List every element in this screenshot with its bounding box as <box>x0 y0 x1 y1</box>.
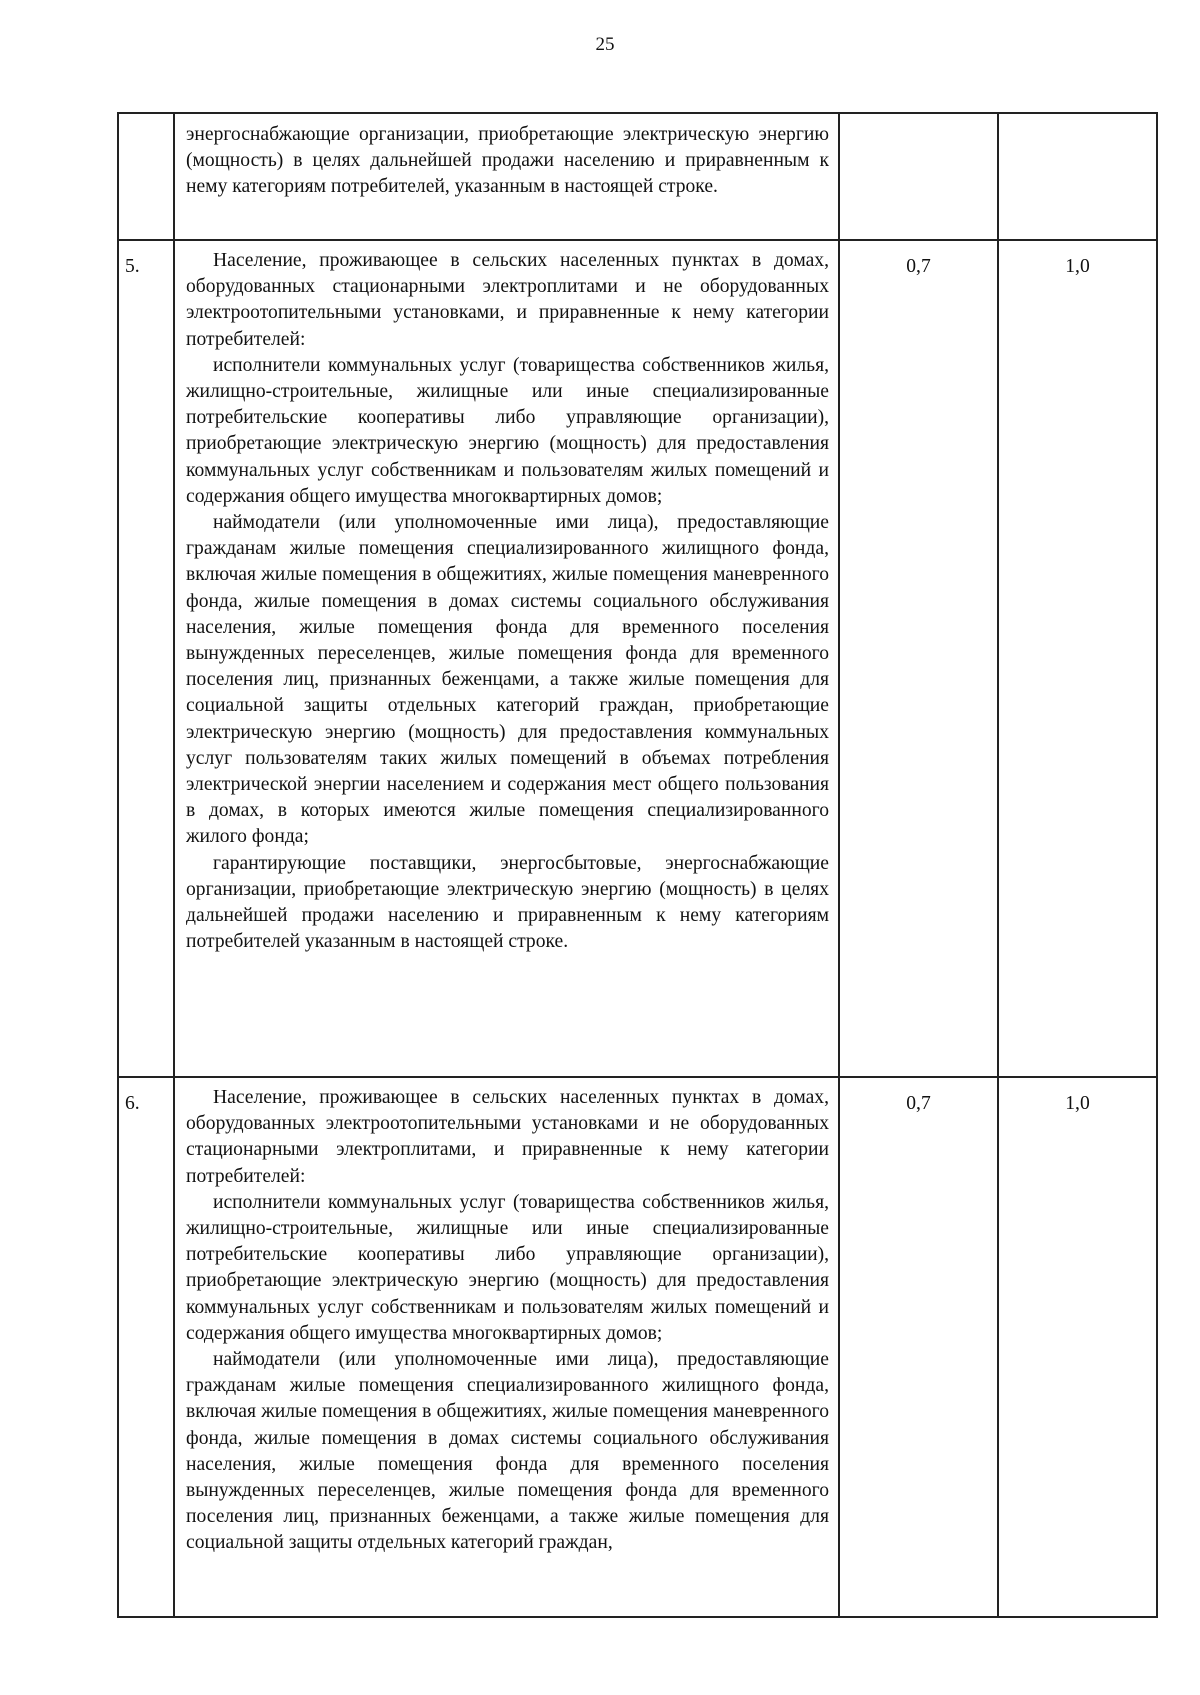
row-description <box>174 1077 839 1617</box>
page-number: 25 <box>595 34 615 55</box>
table-row <box>118 113 1157 240</box>
row-paragraph: гарантирующие поставщики, энергосбытовые, энергоснабжающие организации, приобретающие электрическую энергию (мощность) в целях дальнейшей продажи населению и приравненным к нему категориям потребителей указанным в настоящей строке. <box>186 852 829 953</box>
table-row <box>118 240 1157 1077</box>
row-paragraph: наймодатели (или уполномоченные ими лица), предоставляющие гражданам жилые помещения специализированного жилищного фонда, включая жилые помещения в общежитиях, жилые помещения маневренного фонда, жилые помещения в домах системы социального обслуживания населения, жилые помещения фонда для временного поселения вынужденных переселенцев, жилые помещения фонда для временного поселения лиц, признанных беженцами, а также жилые помещения для социальной защиты отдельных категорий граждан, приобретающие электрическую энергию (мощность) для предоставления коммунальных услуг пользователям таких жилых помещений в объемах потребления электрической энергии населением и содержания мест общего пользования в домах, в которых имеются жилые помещения специализированного жилого фонда; <box>186 512 829 848</box>
row-paragraph: энергоснабжающие организации, приобретающие электрическую энергию (мощность) в целях дальнейшей продажи населению и приравненным к нему категориям потребителей, указанным в настоящей строке. <box>186 124 829 198</box>
coefficient-value-2: 1,0 <box>998 1077 1157 1617</box>
row-number: 6. <box>118 1077 174 1617</box>
row-number: 5. <box>118 240 174 1077</box>
row-description <box>174 240 839 1077</box>
coefficient-value-1: 0,7 <box>839 240 998 1077</box>
row-paragraph: исполнители коммунальных услуг (товарищества собственников жилья, жилищно-строительные, жилищные или иные специализированные потребительские кооперативы либо управляющие организации), приобретающие электрическую энергию (мощность) для предоставления коммунальных услуг собственникам и пользователям жилых помещений и содержания общего имущества многоквартирных домов; <box>186 1191 829 1344</box>
row-paragraph: Население, проживающее в сельских населенных пунктах в домах, оборудованных стационарными электроплитами и не оборудованных электроотопительными установками, и приравненные к нему категории потребителей: <box>186 250 829 350</box>
coefficient-value-1 <box>839 113 998 240</box>
row-paragraph: исполнители коммунальных услуг (товарищества собственников жилья, жилищно-строительные, жилищные или иные специализированные потребительские кооперативы либо управляющие организации), приобретающие электрическую энергию (мощность) для предоставления коммунальных услуг собственникам и пользователям жилых помещений и содержания общего имущества многоквартирных домов; <box>186 354 829 507</box>
row-number <box>118 113 174 240</box>
coefficient-value-2 <box>998 113 1157 240</box>
row-paragraph: наймодатели (или уполномоченные ими лица), предоставляющие гражданам жилые помещения специализированного жилищного фонда, включая жилые помещения в общежитиях, жилые помещения маневренного фонда, жилые помещения в домах системы социального обслуживания населения, жилые помещения фонда для временного поселения вынужденных переселенцев, жилые помещения фонда для временного поселения лиц, признанных беженцами, а также жилые помещения для социальной защиты отдельных категорий граждан, <box>186 1349 829 1554</box>
tariff-coefficients-table <box>117 112 1158 1618</box>
coefficient-value-1: 0,7 <box>839 1077 998 1617</box>
coefficient-value-2: 1,0 <box>998 240 1157 1077</box>
row-description <box>174 113 839 240</box>
table-row <box>118 1077 1157 1617</box>
row-paragraph: Население, проживающее в сельских населенных пунктах в домах, оборудованных электроотопительными установками и не оборудованных стационарными электроплитами, и приравненные к нему категории потребителей: <box>186 1087 829 1187</box>
